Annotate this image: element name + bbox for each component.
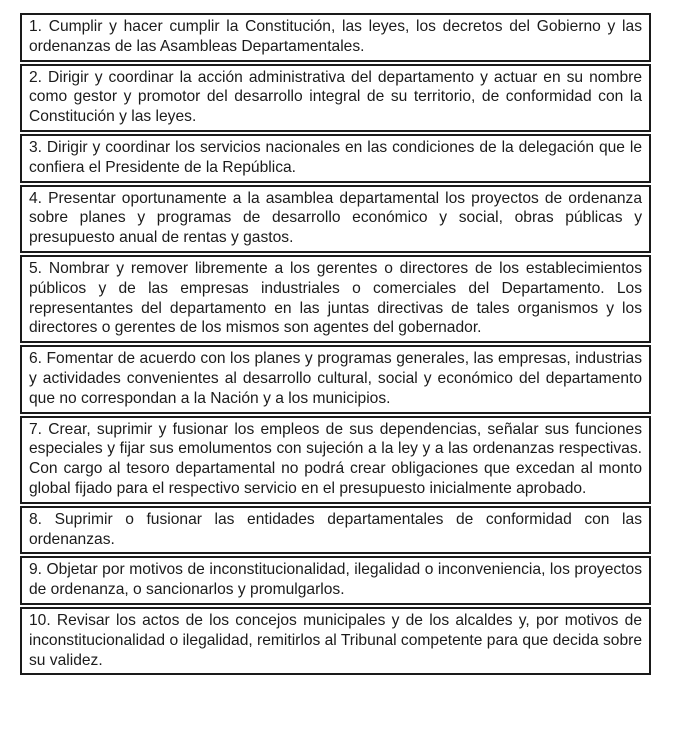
table-row	[21, 14, 650, 61]
table-row	[21, 608, 650, 674]
table-row	[21, 135, 650, 182]
list-item-8: 8. Suprimir o fusionar las entidades departamentales de conformidad con las ordenanzas.	[21, 507, 650, 554]
functions-table-body	[21, 14, 650, 674]
list-item-2: 2. Dirigir y coordinar la acción administrativa del departamento y actuar en su nombre como gestor y promotor del desarrollo integral de su territorio, de conformidad con la Constitución y las leyes.	[21, 65, 650, 131]
table-row	[21, 507, 650, 554]
table-row	[21, 346, 650, 412]
list-item-6: 6. Fomentar de acuerdo con los planes y programas generales, las empresas, industrias y actividades convenientes al desarrollo cultural, social y económico del departamento que no correspondan a la Nación y a los municipios.	[21, 346, 650, 412]
list-item-10: 10. Revisar los actos de los concejos municipales y de los alcaldes y, por motivos de inconstitucionalidad o ilegalidad, remitirlos al Tribunal competente para que decida sobre su validez.	[21, 608, 650, 674]
list-item-5: 5. Nombrar y remover libremente a los gerentes o directores de los establecimientos públicos y de las empresas industriales o comerciales del Departamento. Los representantes del departamento en las juntas directivas de tales organismos y los directores o gerentes de los mismos son agentes del gobernador.	[21, 256, 650, 342]
list-item-7: 7. Crear, suprimir y fusionar los empleos de sus dependencias, señalar sus funciones especiales y fijar sus emolumentos con sujeción a la ley y a las ordenanzas respectivas. Con cargo al tesoro departamental no podrá crear obligaciones que excedan al monto global fijado para el respectivo servicio en el presupuesto inicialmente aprobado.	[21, 417, 650, 503]
table-row	[21, 186, 650, 252]
table-row	[21, 65, 650, 131]
table-row	[21, 417, 650, 503]
list-item-3: 3. Dirigir y coordinar los servicios nacionales en las condiciones de la delegación que le confiera el Presidente de la República.	[21, 135, 650, 182]
table-row	[21, 557, 650, 604]
list-item-4: 4. Presentar oportunamente a la asamblea departamental los proyectos de ordenanza sobre planes y programas de desarrollo económico y social, obras públicas y presupuesto anual de rentas y gastos.	[21, 186, 650, 252]
functions-table	[20, 13, 651, 675]
list-item-1: 1. Cumplir y hacer cumplir la Constitución, las leyes, los decretos del Gobierno y las ordenanzas de las Asambleas Departamentales.	[21, 14, 650, 61]
table-row	[21, 256, 650, 342]
list-item-9: 9. Objetar por motivos de inconstitucionalidad, ilegalidad o inconveniencia, los proyectos de ordenanza, o sancionarlos y promulgarlos.	[21, 557, 650, 604]
